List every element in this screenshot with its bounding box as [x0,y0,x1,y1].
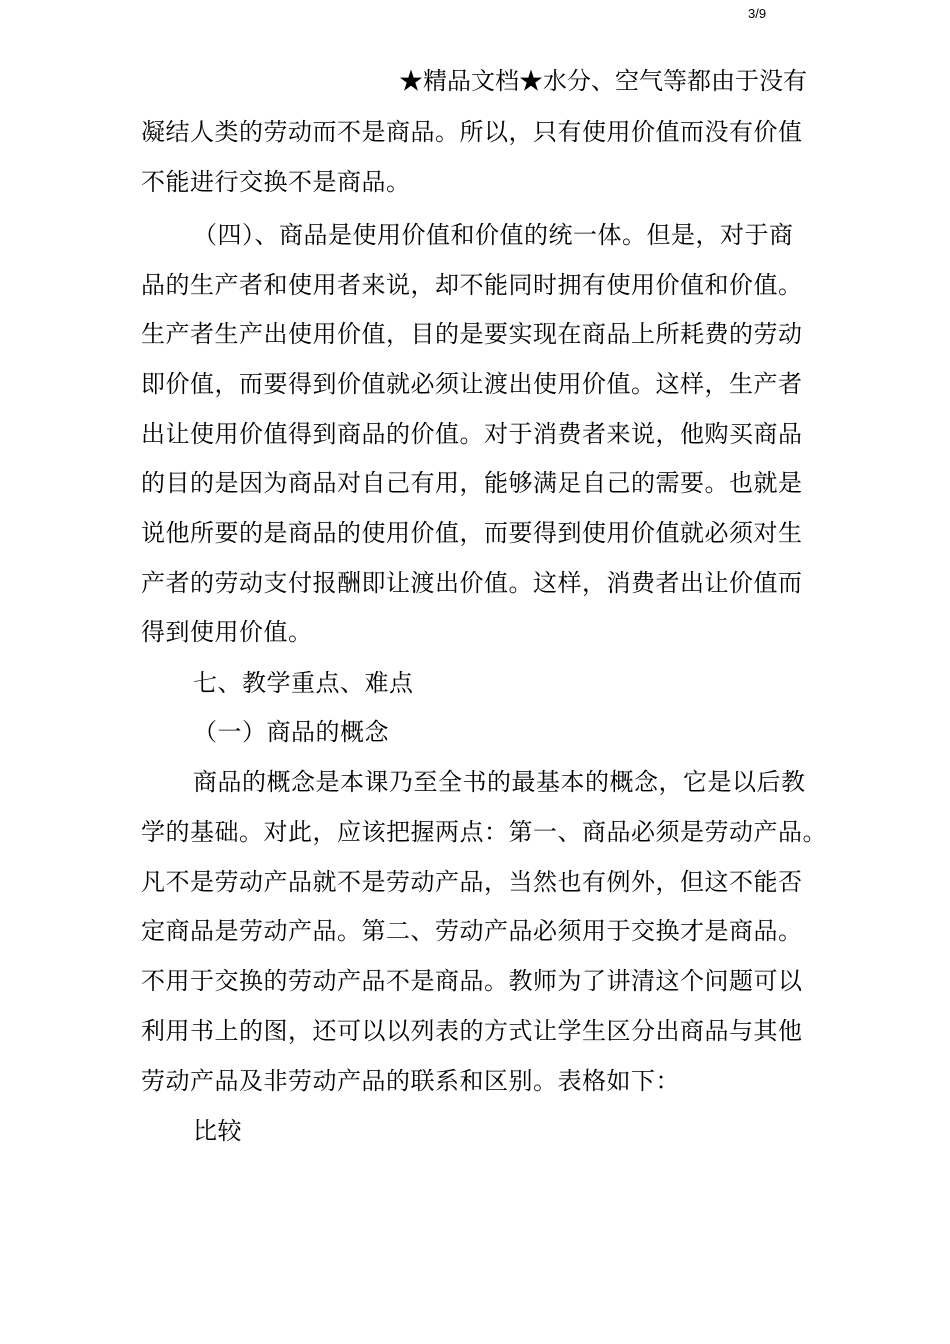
text-line: 定商品是劳动产品。第二、劳动产品必须用于交换才是商品。 [141,917,803,945]
text-line: 学的基础。对此，应该把握两点：第一、商品必须是劳动产品。 [141,818,827,846]
text-line: 不用于交换的劳动产品不是商品。教师为了讲清这个问题可以 [141,967,803,995]
page-number: 3/9 [748,6,767,21]
text-line: 凝结人类的劳动而不是商品。所以，只有使用价值而没有价值 [141,118,803,146]
section-heading: 七、教学重点、难点 [193,669,414,697]
text-line: 凡不是劳动产品就不是劳动产品，当然也有例外，但这不能否 [141,868,803,896]
header-line [399,66,807,96]
text-line: 即价值，而要得到价值就必须让渡出使用价值。这样，生产者 [141,370,803,398]
text-line: 生产者生产出使用价值，目的是要实现在商品上所耗费的劳动 [141,320,803,348]
subsection-heading: （一）商品的概念 [193,718,389,746]
doc-badge: ★精品文档★ [399,67,543,95]
text-line: 的目的是因为商品对自己有用，能够满足自己的需要。也就是 [141,469,803,497]
text-line: 商品的概念是本课乃至全书的最基本的概念，它是以后教 [193,768,806,796]
text-line: 利用书上的图，还可以以列表的方式让学生区分出商品与其他 [141,1017,803,1045]
text-line: 劳动产品及非劳动产品的联系和区别。表格如下： [141,1067,680,1095]
text-line: 说他所要的是商品的使用价值，而要得到使用价值就必须对生 [141,519,803,547]
text-line: 出让使用价值得到商品的价值。对于消费者来说，他购买商品 [141,420,803,448]
text-line: 产者的劳动支付报酬即让渡出价值。这样，消费者出让价值而 [141,569,803,597]
text-line: （四）、商品是使用价值和价值的统一体。但是，对于商 [193,221,794,249]
table-caption: 比较 [193,1117,242,1145]
header-continuation: 水分、空气等都由于没有 [543,67,807,95]
text-line: 品的生产者和使用者来说，却不能同时拥有使用价值和价值。 [141,271,803,299]
text-line: 不能进行交换不是商品。 [141,168,411,196]
text-line: 得到使用价值。 [141,618,313,646]
